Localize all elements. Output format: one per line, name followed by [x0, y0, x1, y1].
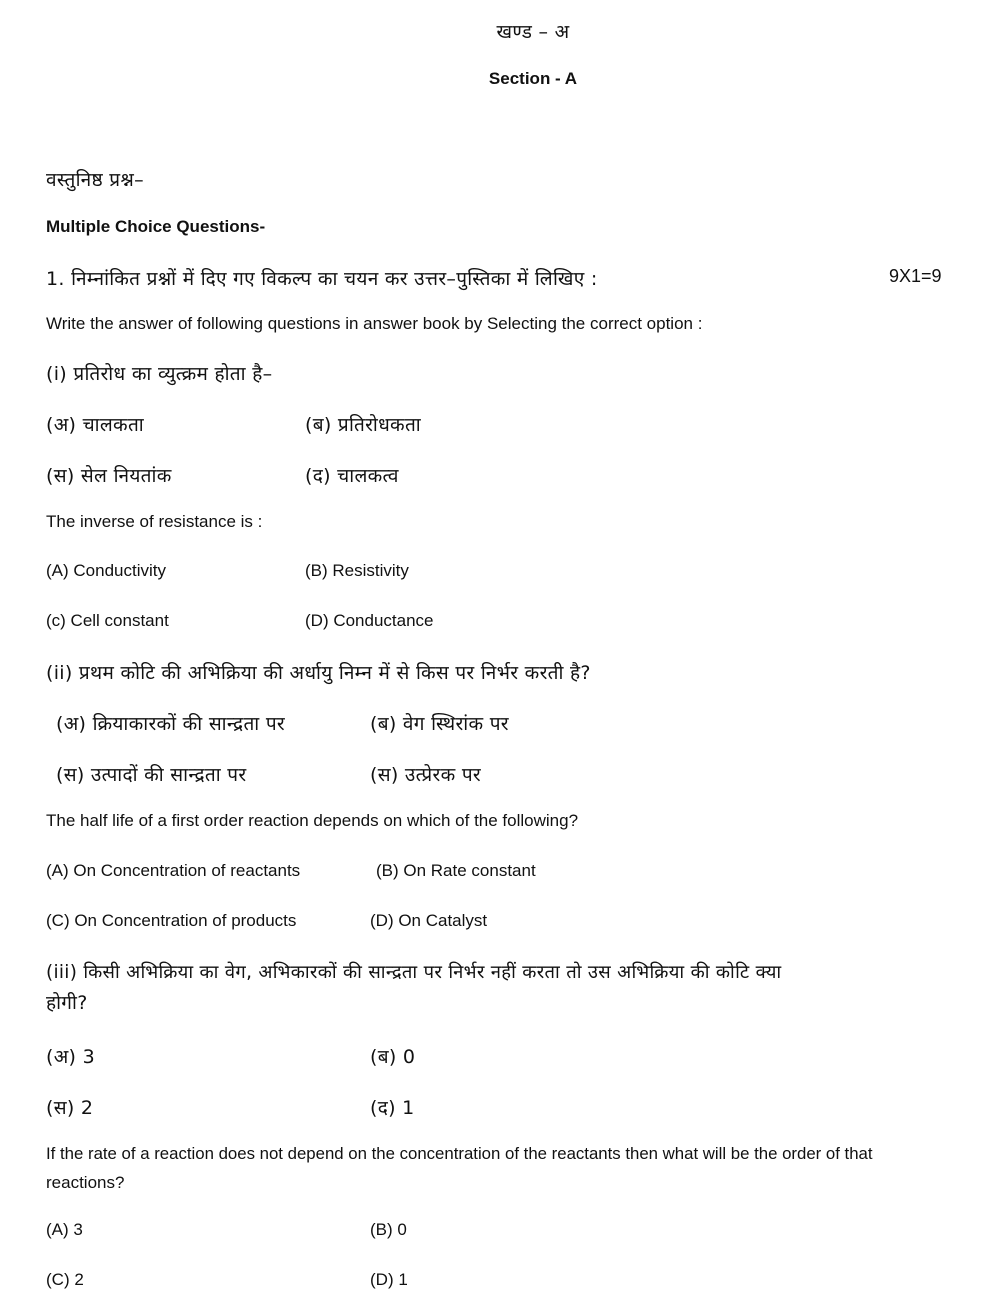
question-i-hindi-option-a: (अ) चालकता	[46, 414, 144, 436]
question-iii-english-option-b: (B) 0	[370, 1220, 407, 1239]
question-ii-hindi-option-d: (स) उत्प्रेरक पर	[370, 764, 482, 786]
question-iii-english-line1: If the rate of a reaction does not depend on the concentration of the reactants then what will be the order of that	[46, 1144, 873, 1163]
question-i-hindi-option-d: (द) चालकत्व	[305, 465, 399, 487]
question-i-hindi: (i) प्रतिरोध का व्युत्क्रम होता है–	[46, 363, 273, 385]
question-iii-hindi-option-d: (द) 1	[370, 1097, 415, 1119]
q1-marks: 9X1=9	[889, 266, 942, 286]
question-iii-english-option-d: (D) 1	[370, 1270, 408, 1289]
question-ii-english-option-c: (C) On Concentration of products	[46, 911, 297, 930]
question-ii-hindi: (ii) प्रथम कोटि की अभिक्रिया की अर्धायु निम्न में से किस पर निर्भर करती है?	[46, 662, 591, 684]
question-i-english-option-c: (c) Cell constant	[46, 611, 169, 630]
q1-instruction-english: Write the answer of following questions in answer book by Selecting the correct option :	[46, 314, 703, 333]
question-i-hindi-option-b: (ब) प्रतिरोधकता	[305, 414, 421, 436]
section-title-hindi: खण्ड – अ	[496, 21, 570, 43]
question-ii-english: The half life of a first order reaction depends on which of the following?	[46, 811, 579, 830]
question-iii-hindi-line2: होगी?	[46, 992, 88, 1014]
question-i-hindi-option-c: (स) सेल नियतांक	[46, 465, 172, 487]
question-iii-english-option-a: (A) 3	[46, 1220, 83, 1239]
question-iii-hindi-option-c: (स) 2	[46, 1097, 94, 1119]
question-i-english-option-a: (A) Conductivity	[46, 561, 166, 580]
question-iii-hindi-option-b: (ब) 0	[370, 1046, 416, 1068]
question-ii-english-option-d: (D) On Catalyst	[370, 911, 488, 930]
question-ii-english-option-b: (B) On Rate constant	[376, 861, 536, 880]
section-title-english: Section - A	[488, 69, 578, 88]
question-ii-hindi-option-c: (स) उत्पादों की सान्द्रता पर	[56, 764, 247, 786]
question-ii-hindi-option-b: (ब) वेग स्थिरांक पर	[370, 713, 509, 735]
question-iii-english-line2: reactions?	[46, 1173, 125, 1192]
question-iii-hindi-line1: (iii) किसी अभिक्रिया का वेग, अभिकारकों की सान्द्रता पर निर्भर नहीं करता तो उस अभिक्रिया की कोटि क्या	[46, 962, 782, 983]
question-i-english-option-b: (B) Resistivity	[305, 561, 409, 580]
objective-heading-english: Multiple Choice Questions-	[46, 217, 266, 236]
question-iii-english-option-c: (C) 2	[46, 1270, 84, 1289]
question-iii-hindi-option-a: (अ) 3	[46, 1046, 95, 1068]
objective-heading-hindi: वस्तुनिष्ठ प्रश्न–	[46, 169, 144, 191]
question-i-english: The inverse of resistance is :	[46, 512, 263, 531]
question-ii-hindi-option-a: (अ) क्रियाकारकों की सान्द्रता पर	[56, 713, 286, 735]
question-i-english-option-d: (D) Conductance	[305, 611, 434, 630]
q1-instruction-hindi: 1. निम्नांकित प्रश्नों में दिए गए विकल्प का चयन कर उत्तर–पुस्तिका में लिखिए :	[46, 268, 598, 290]
question-ii-english-option-a: (A) On Concentration of reactants	[46, 861, 301, 880]
